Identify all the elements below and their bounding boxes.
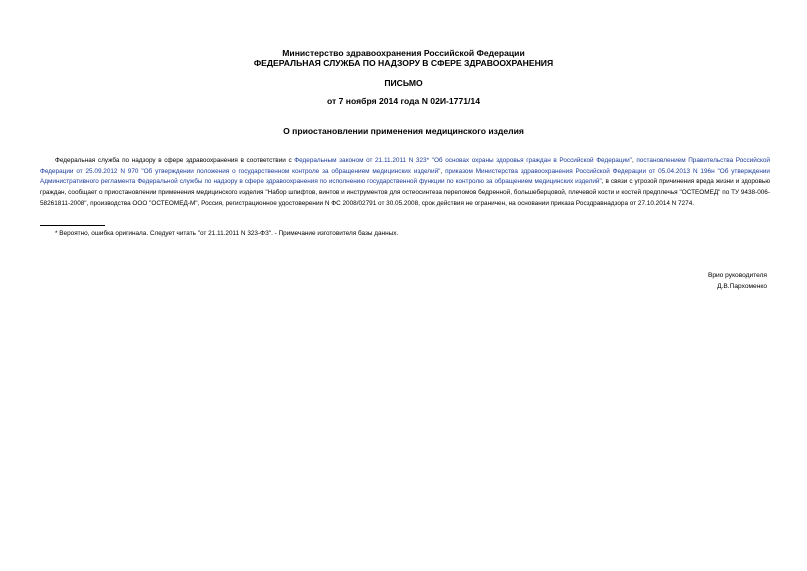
signatory-title: Врио руководителя: [707, 272, 767, 279]
body-text-part: ,: [631, 157, 637, 164]
footnote: * Вероятно, ошибка оригинала. Следует читать "от 21.11.2011 N 323-ФЗ". - Примечание изготовителя базы данных.: [55, 230, 399, 237]
document-header: [0, 48, 807, 68]
footnote-divider: [40, 225, 105, 226]
government-decree-link[interactable]: постановлением Правительства Российской Федерации от 25.09.2012 N 970 "Об утверждении положения о государственном контроле за обращением медицинских изделий": [40, 157, 771, 175]
body-text-part: Федеральная служба по надзору в сфере здравоохранения в соответствии с: [55, 157, 295, 164]
ministry-order-link[interactable]: приказом Министерства здравоохранения Российской Федерации от 05.04.2013 N 196н "Об утверждении Административного регламента Федеральной службы по надзору в сфере здравоохранения по исполнению государственной функции по контролю за обращением медицинских изделий": [40, 167, 770, 186]
signature-block: [708, 270, 767, 292]
body-text-part: , в связи с угрозой причинения вреда жизни и здоровью граждан, сообщает о приостановлении применения медицинского изделия "Набор шпифтов, винтов и инструментов для остеосинтеза переломов бедренной, большеберцовой, плечевой кости и костей предплечья "ОСТЕОМЕД" по ТУ 9438-006-58261811-2008", производства ООО "ОСТЕОМЕД-М", Россия, регистрационное удостоверении N ФС 2008/02791 от 30.05.2008, срок действия не ограничен, на основании приказа Росздравнадзора от 27.10.2014 N 7274.: [40, 178, 770, 207]
letter-body: [40, 156, 770, 210]
body-text-part: ,: [440, 167, 446, 175]
document-type: ПИСЬМО: [384, 78, 423, 88]
document-date-number: от 7 ноября 2014 года N 02И-1771/14: [327, 96, 480, 106]
ministry-name: Министерство здравоохранения Российской Федерации: [282, 48, 525, 58]
federal-law-link[interactable]: Федеральным законом от 21.11.2011 N 323* "Об основах охраны здоровья граждан в Российской Федерации": [294, 157, 632, 164]
signatory-name: Д.В.Пархоменко: [717, 283, 767, 290]
document-subject: О приостановлении применения медицинского изделия: [283, 126, 524, 136]
service-name: ФЕДЕРАЛЬНАЯ СЛУЖБА ПО НАДЗОРУ В СФЕРЕ ЗДРАВООХРАНЕНИЯ: [253, 58, 554, 68]
